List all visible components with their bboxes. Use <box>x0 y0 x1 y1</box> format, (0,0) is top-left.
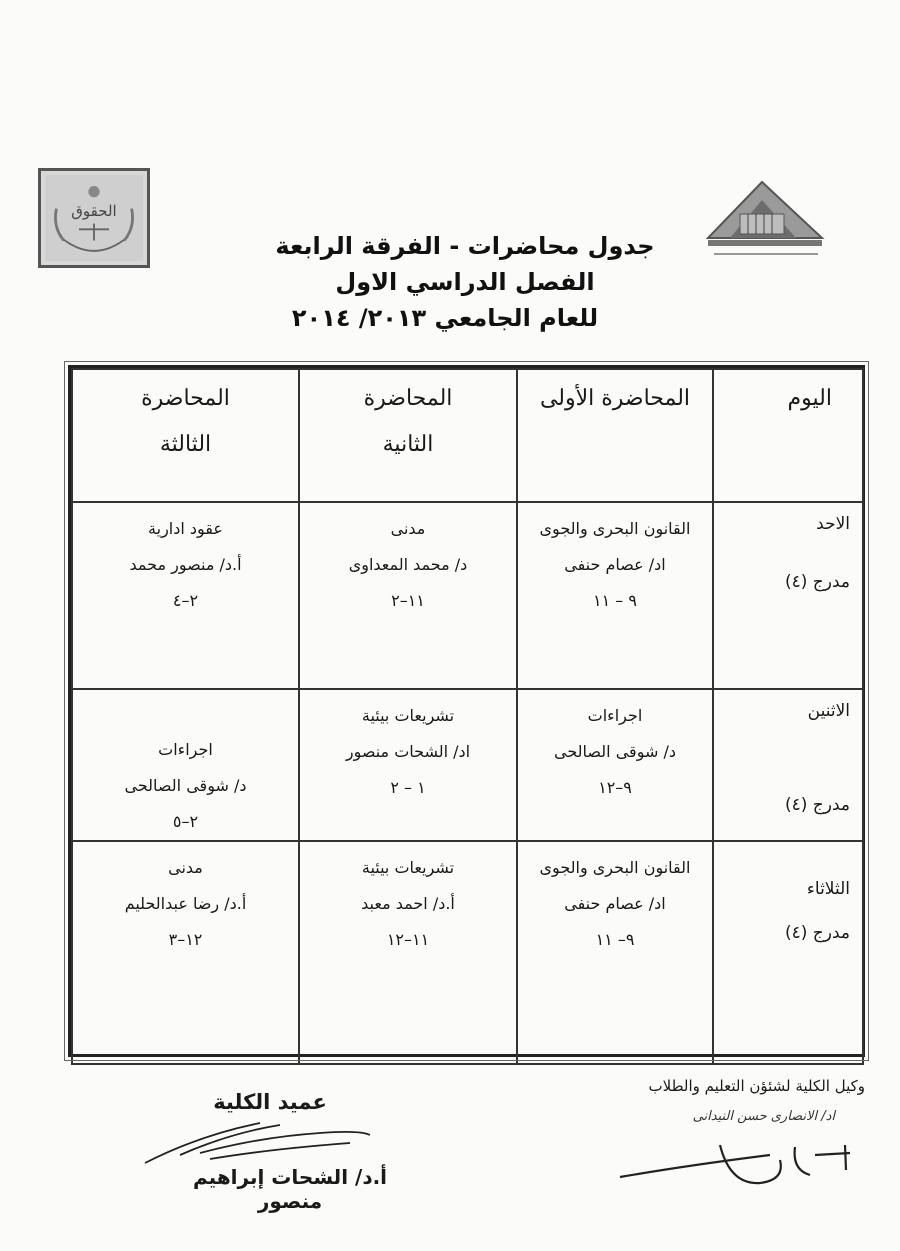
professor: د/ شوقى الصالحى <box>554 742 676 761</box>
dean-name: أ.د/ الشحات إبراهيم منصور <box>192 1165 388 1213</box>
subject: القانون البحرى والجوى <box>539 858 691 877</box>
dean-title: عميد الكلية <box>213 1090 327 1114</box>
vice-dean-name: اد/ الانصارى حسن النيدانى <box>692 1109 835 1124</box>
day-name: الاثنين <box>807 701 850 721</box>
header-lecture-2-label-b: الثانية <box>382 432 434 457</box>
header-lecture-3-label-b: الثالثة <box>159 432 212 457</box>
vice-dean-title: وكيل الكلية لشئؤن التعليم والطلاب <box>648 1077 865 1095</box>
hall-name: مدرج (٤) <box>784 572 850 592</box>
subject: مدنى <box>168 858 203 877</box>
lecture-cell <box>72 689 299 841</box>
subject: اجراءات <box>587 706 643 725</box>
subject: القانون البحرى والجوى <box>539 519 691 538</box>
subject: تشريعات بيئية <box>361 858 455 877</box>
schedule-table <box>68 365 865 1057</box>
lecture-cell <box>517 841 713 1064</box>
table-row <box>72 841 863 1064</box>
professor: أ.د/ منصور محمد <box>129 555 242 574</box>
lecture-cell <box>72 502 299 689</box>
subject: اجراءات <box>158 740 213 759</box>
time-slot: ١١–١٢ <box>386 930 430 949</box>
lecture-cell <box>517 689 713 841</box>
time-slot: ٢–٤ <box>172 591 199 610</box>
seal-emblem-icon <box>41 171 147 265</box>
time-slot: ١١–٢ <box>391 591 425 610</box>
professor: أ.د/ رضا عبدالحليم <box>124 894 247 913</box>
dean-block <box>150 1090 390 1114</box>
time-slot: ٢–٥ <box>172 812 199 831</box>
subject: مدنى <box>390 519 426 538</box>
header-lecture-1 <box>517 369 713 502</box>
title-line-3: للعام الجامعي ٢٠١٣/ ٢٠١٤ <box>291 304 599 332</box>
time-slot: ٩ – ١١ <box>593 591 637 610</box>
header-lecture-2-label-a: المحاضرة <box>363 386 453 411</box>
faculty-seal-logo <box>38 168 150 268</box>
table-header-row <box>72 369 863 502</box>
day-name: الثلاثاء <box>806 879 850 899</box>
lecture-cell <box>299 841 517 1064</box>
header-lecture-2 <box>299 369 517 502</box>
vice-dean-block <box>575 1073 865 1124</box>
title-line-1: جدول محاضرات - الفرقة الرابعة <box>275 232 655 260</box>
subject: تشريعات بيئية <box>361 706 455 725</box>
professor: د/ شوقى الصالحى <box>124 776 247 795</box>
lecture-cell <box>299 689 517 841</box>
lecture-cell <box>299 502 517 689</box>
header-lecture-3-label-a: المحاضرة <box>141 386 230 411</box>
time-slot: ١ – ٢ <box>390 778 426 797</box>
lecture-cell <box>72 841 299 1064</box>
day-cell <box>713 841 863 1064</box>
hall-name: مدرج (٤) <box>784 923 850 943</box>
title-line-2: الفصل الدراسي الاول <box>335 268 595 296</box>
subject: عقود ادارية <box>148 519 223 538</box>
day-cell <box>713 502 863 689</box>
time-slot: ٩– ١١ <box>595 930 635 949</box>
table-row <box>72 689 863 841</box>
header-lecture-3 <box>72 369 299 502</box>
time-slot: ١٢–٣ <box>168 930 203 949</box>
professor: اد/ عصام حنفى <box>564 555 666 574</box>
lecture-cell <box>517 502 713 689</box>
header-day-label: اليوم <box>787 386 832 411</box>
professor: اد/ الشحات منصور <box>345 742 471 761</box>
vice-dean-signature <box>610 1125 860 1195</box>
pyramid-emblem-icon <box>700 176 830 264</box>
table-row <box>72 502 863 689</box>
professor: د/ محمد المعداوى <box>348 555 468 574</box>
university-logo <box>700 176 830 264</box>
hall-name: مدرج (٤) <box>784 795 850 815</box>
professor: اد/ عصام حنفى <box>564 894 666 913</box>
header-day <box>713 369 863 502</box>
day-name: الاحد <box>816 514 850 534</box>
seal-text: الحقوق <box>71 202 117 221</box>
day-cell <box>713 689 863 841</box>
schedule-title-block <box>250 228 680 336</box>
professor: أ.د/ احمد معبد <box>361 894 455 913</box>
schedule-grid <box>71 368 864 1065</box>
header-lecture-1-label: المحاضرة الأولى <box>539 386 691 411</box>
time-slot: ٩–١٢ <box>598 778 632 797</box>
dean-signature <box>140 1115 390 1170</box>
